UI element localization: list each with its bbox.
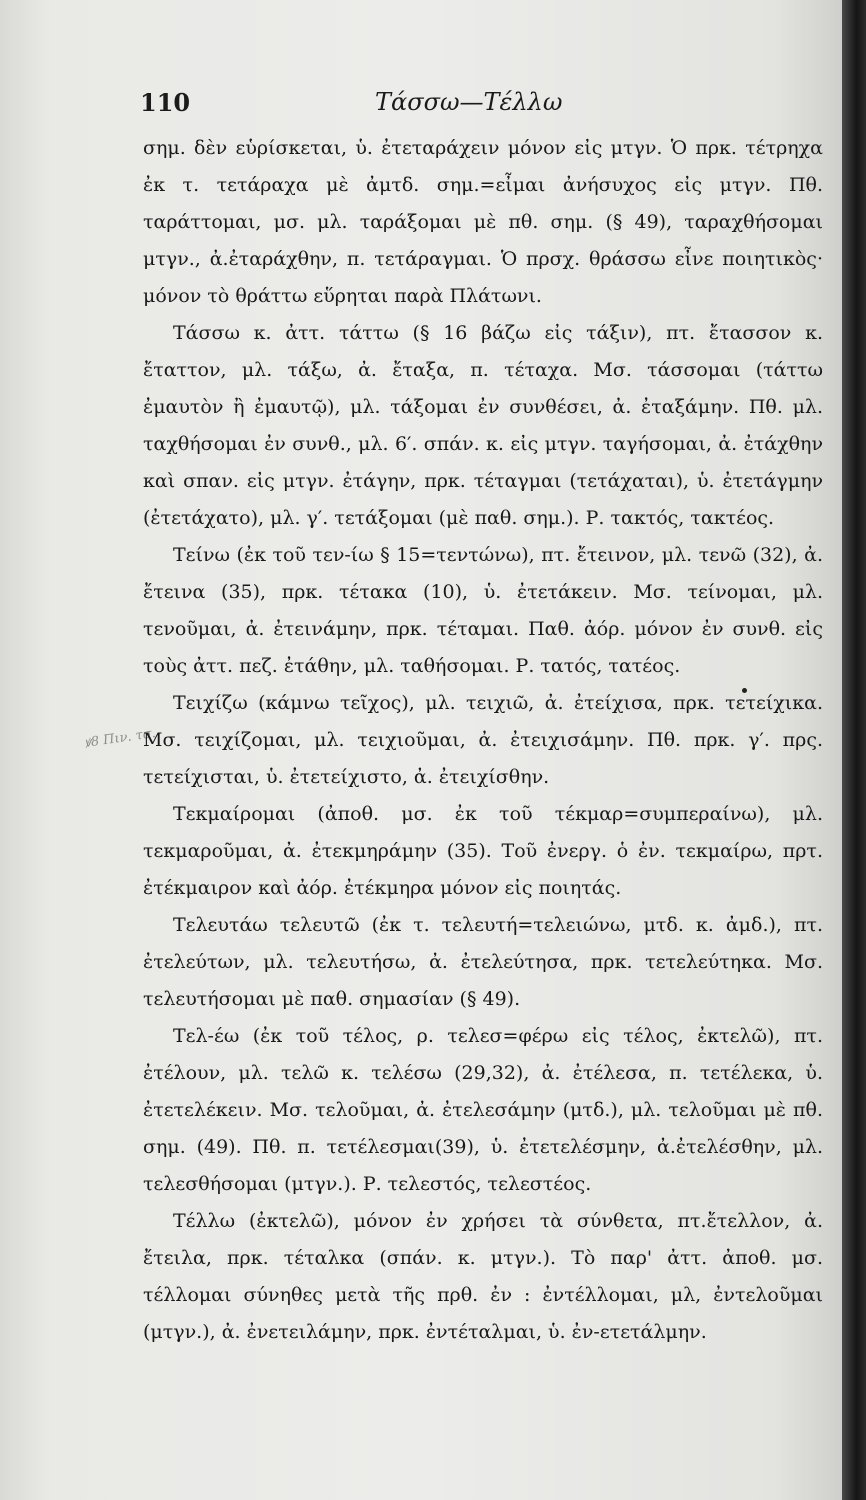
- entry-tekmairomai: Τεκμαίρομαι (ἀποθ. μσ. ἐκ τοῦ τέκμαρ=συμπεραίνω), μλ. τεκμαροῦμαι, ἀ. ἐτεκμηράμην (35). Τοῦ ἐνεργ. ὁ ἐν. τεκμαίρω, πρτ. ἐτέκμαιρον καὶ ἀόρ. ἐτέκμηρα μόνον εἰς ποιητάς.: [143, 803, 823, 899]
- margin-annotation: ꝟ8 Πιν. τσ.: [83, 726, 157, 751]
- entry-teino: Τείνω (ἐκ τοῦ τεν-ίω § 15=τεντώνω), πτ. ἔτεινον, μλ. τενῶ (32), ἀ. ἔτεινα (35), πρκ. τέτακα (10), ὑ. ἐτετάκειν. Μσ. τείνομαι, μλ. τενοῦμαι, ἀ. ἐτεινάμην, πρκ. τέταμαι. Παθ. ἀόρ. μόνον ἐν συνθ. εἰς τοὺς ἀττ. πεζ. ἐτάθην, μλ. ταθήσομαι. Ρ. τατός, τατέος.: [143, 544, 823, 677]
- book-spine-shadow: [842, 0, 866, 1500]
- entry-tello: Τέλλω (ἐκτελῶ), μόνον ἐν χρήσει τὰ σύνθετα, πτ.ἔτελλον, ἀ. ἔτειλα, πρκ. τέταλκα (σπάν. κ. μτγν.). Τὸ παρ' ἀττ. ἀποθ. μσ. τέλλομαι σύνηθες μετὰ τῆς πρθ. ἐν : ἐντέλλομαι, μλ, ἐντελοῦμαι (μτγν.), ἀ. ἐνετειλάμην, πρκ. ἐντέταλμαι, ὑ. ἐν-ετετάλμην.: [143, 1210, 823, 1343]
- entry-teleo: Τελ-έω (ἐκ τοῦ τέλος, ρ. τελεσ=φέρω εἰς τέλος, ἐκτελῶ), πτ. ἐτέλουν, μλ. τελῶ κ. τελέσω (29,32), ἀ. ἐτέλεσα, π. τετέλεκα, ὑ. ἐτετελέκειν. Μσ. τελοῦμαι, ἀ. ἐτελεσάμην (μτδ.), μλ. τελοῦμαι μὲ πθ. σημ. (49). Πθ. π. τετέλεσμαι(39), ὑ. ἐτετελέσμην, ἀ.ἐτελέσθην, μλ. τελεσθήσομαι (μτγν.). Ρ. τελεστός, τελεστέος.: [143, 1025, 823, 1195]
- entry-continuation-tarasso: σημ. δὲν εὑρίσκεται, ὑ. ἐτεταράχειν μόνον εἰς μτγν. Ὁ πρκ. τέτρηχα ἐκ τ. τετάραχα μὲ ἀμτδ. σημ.=εἶμαι ἀνήσυχος εἰς μτγν. Πθ. ταράττομαι, μσ. μλ. ταράξομαι μὲ πθ. σημ. (§ 49), ταραχθήσομαι μτγν., ἀ.ἐταράχθην, π. τετάραγμαι. Ὁ πρσχ. θράσσω εἶνε ποιητικὸς· μόνον τὸ θράττω εὕρηται παρὰ Πλάτωνι.: [143, 137, 823, 307]
- page-header: [0, 88, 842, 128]
- entry-tasso: Τάσσω κ. ἀττ. τάττω (§ 16 βάζω εἰς τάξιν), πτ. ἔτασσον κ. ἔταττον, μλ. τάξω, ἀ. ἔταξα, π. τέταχα. Μσ. τάσσομαι (τάττω ἐμαυτὸν ἢ ἐμαυτῷ), μλ. τάξομαι ἐν συνθέσει, ἀ. ἐταξάμην. Πθ. μλ. ταχθήσομαι ἐν συνθ., μλ. 6′. σπάν. κ. εἰς μτγν. ταγήσομαι, ἀ. ἐτάχθην καὶ σπαν. εἰς μτγν. ἐτάγην, πρκ. τέταγμαι (τετάχαται), ὑ. ἐτετάγμην (ἐτετάχατο), μλ. γ′. τετάξομαι (μὲ παθ. σημ.). Ρ. τακτός, τακτέος.: [143, 322, 823, 529]
- running-head: Τάσσω—Τέλλω: [375, 88, 563, 116]
- dictionary-text: [143, 130, 823, 1351]
- entry-teleutao: Τελευτάω τελευτῶ (ἐκ τ. τελευτή=τελειώνω, μτδ. κ. ἀμδ.), πτ. ἐτελεύτων, μλ. τελευτήσω, ἀ. ἐτελεύτησα, πρκ. τετελεύτηκα. Μσ. τελευτήσομαι μὲ παθ. σημασίαν (§ 49).: [143, 914, 823, 1010]
- page-number: 110: [140, 88, 191, 117]
- entry-teichizo: Τειχίζω (κάμνω τεῖχος), μλ. τειχιῶ, ἀ. ἐτείχισα, πρκ. τετείχικα. Μσ. τειχίζομαι, μλ. τειχιοῦμαι, ἀ. ἐτειχισάμην. Πθ. πρκ. γ′. πρς. τετείχισται, ὑ. ἐτετείχιστο, ἀ. ἐτειχίσθην.: [143, 692, 823, 788]
